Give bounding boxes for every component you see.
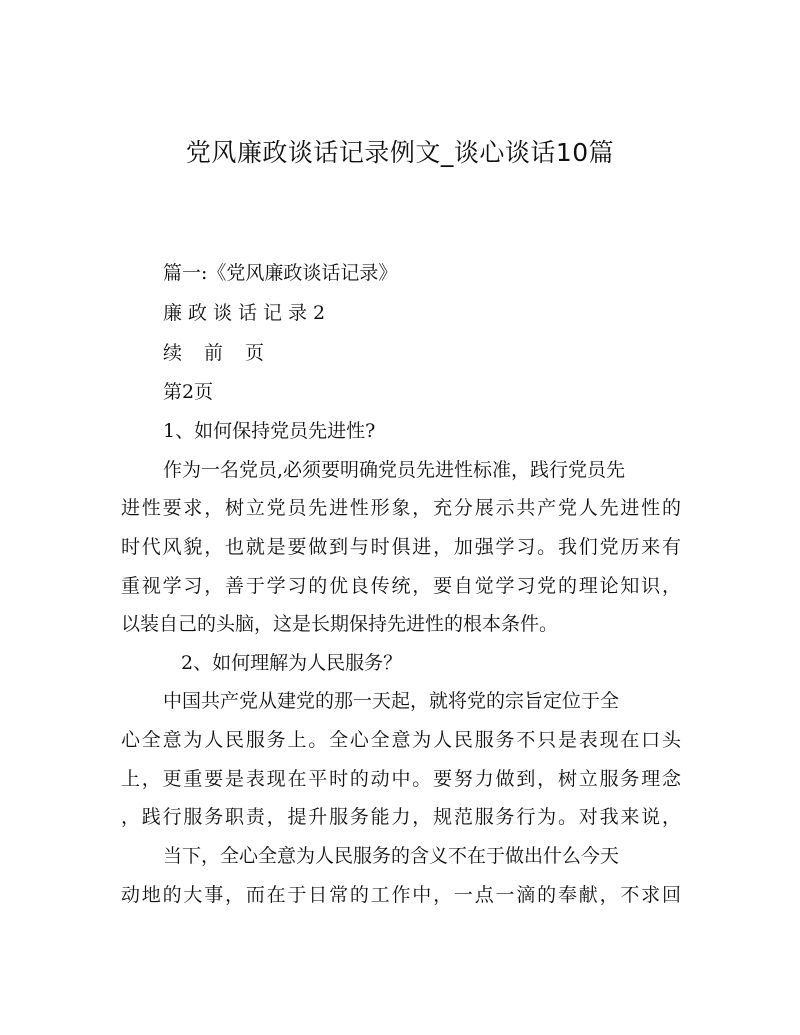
paragraph-line: 时代风貌，也就是要做到与时俱进，加强学习。我们党历来有 [121, 536, 681, 558]
paragraph-line: 作为一名党员,必须要明确党员先进性标准，践行党员先 [163, 459, 626, 481]
paragraph-line: 重视学习，善于学习的优良传统，要自觉学习党的理论知识， [121, 575, 681, 597]
paragraph-line: ，践行服务职责，提升服务能力，规范服务行为。对我来说， [121, 806, 681, 828]
paragraph-line: 动地的大事，而在于日常的工作中，一点一滴的奉献，不求回 [121, 884, 681, 906]
page-number: 第2页 [163, 381, 214, 403]
paragraph-line: 当下，全心全意为人民服务的含义不在于做出什么今天 [163, 845, 620, 867]
paragraph-line: 上，更重要是表现在平时的动中。要努力做到，树立服务理念 [121, 768, 681, 790]
paragraph-line: 以装自己的头脑，这是长期保持先进性的根本条件。 [121, 613, 559, 635]
paragraph-line: 进性要求，树立党员先进性形象，充分展示共产党人先进性的 [121, 497, 681, 519]
question-heading-2: 2、如何理解为人民服务？ [181, 652, 403, 674]
document-title: 党风廉政谈话记录例文_谈心谈话10篇 [185, 138, 615, 167]
section-heading: 篇一:《党风廉政谈话记录》 [163, 262, 398, 284]
question-heading-1: 1、如何保持党员先进性? [163, 420, 376, 442]
paragraph-line: 心全意为人民服务上。全心全意为人民服务不只是表现在口头 [121, 729, 681, 751]
continued-note: 续前页 [163, 342, 287, 364]
record-title: 廉政谈话记录2 [163, 302, 332, 324]
paragraph-line: 中国共产党从建党的那一天起，就将党的宗旨定位于全 [163, 690, 620, 712]
